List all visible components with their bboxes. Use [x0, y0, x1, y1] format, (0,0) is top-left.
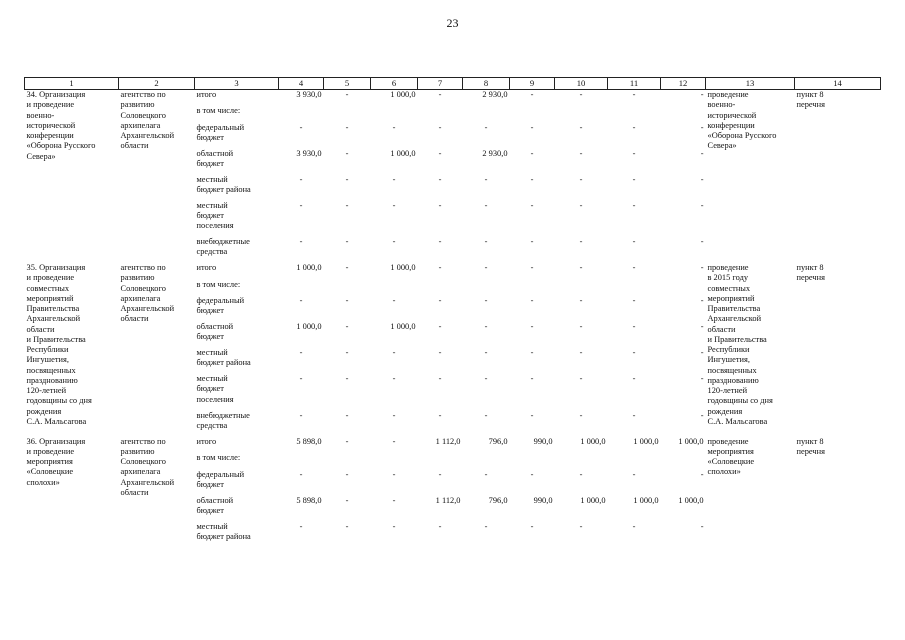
activity-cell: 35. Организация и проведение совместных мероприятий Правительства Архангельской области и Правительства Республики Ингушетия, посвященных празднованию 120-летней годовщины со дня рождения С.А. Мальсагова: [26, 263, 92, 426]
value-cell: -: [438, 469, 442, 479]
column-number-6: 6: [371, 78, 418, 90]
value-cell: [661, 280, 706, 297]
value-cell: -: [484, 322, 488, 331]
value-cell: -: [700, 148, 704, 158]
value-cell: -: [345, 521, 349, 531]
value-cell: -: [345, 410, 349, 420]
value-cell: 1 000,0: [633, 495, 659, 505]
value-cell: -: [579, 122, 583, 132]
value-cell: -: [392, 237, 396, 246]
value-cell: -: [392, 374, 396, 383]
value-cell: -: [579, 263, 583, 272]
result-cell: проведение в 2015 году совместных мероприятий Правительства Архангельской области и Правительства Республики Ингушетия, посвященных празднованию 120-летней годовщины со дня рождения С.А. Мальсагова: [707, 263, 773, 426]
funding-source-cell: местный бюджет поселения: [196, 200, 234, 230]
value-cell: -: [438, 263, 442, 272]
funding-source-cell: местный бюджет района: [196, 174, 251, 194]
value-cell: 5 898,0: [296, 495, 322, 505]
value-cell: -: [530, 174, 534, 184]
value-cell: -: [345, 263, 349, 272]
column-number-13: 13: [706, 78, 795, 90]
value-cell: -: [484, 122, 488, 132]
funding-source-cell: итого: [196, 90, 217, 99]
value-cell: [324, 453, 371, 470]
funding-source-cell: областной бюджет: [196, 495, 234, 515]
result-cell: проведение военно- исторической конференции «Оборона Русского Севера»: [707, 90, 777, 151]
value-cell: -: [299, 469, 303, 479]
value-cell: -: [438, 296, 442, 305]
value-cell: -: [438, 410, 442, 420]
value-cell: 1 000,0: [390, 263, 416, 272]
result-cell: проведение мероприятия «Соловецкие сполохи»: [707, 436, 755, 477]
value-cell: -: [579, 322, 583, 331]
value-cell: -: [438, 348, 442, 357]
value-cell: [510, 280, 555, 297]
value-cell: -: [530, 148, 534, 158]
value-cell: -: [632, 410, 636, 420]
value-cell: -: [484, 348, 488, 357]
value-cell: -: [579, 200, 583, 210]
value-cell: -: [530, 296, 534, 305]
funding-source-cell: в том числе:: [196, 279, 241, 289]
value-cell: [279, 280, 324, 297]
value-cell: 1 112,0: [435, 495, 461, 505]
funding-source-cell: итого: [196, 263, 217, 272]
value-cell: -: [484, 174, 488, 184]
value-cell: -: [700, 469, 704, 479]
value-cell: -: [299, 200, 303, 210]
value-cell: [418, 453, 463, 470]
value-cell: -: [632, 90, 636, 99]
value-cell: [661, 106, 706, 123]
value-cell: -: [579, 296, 583, 305]
value-cell: [371, 106, 418, 123]
value-cell: [608, 106, 661, 123]
value-cell: -: [700, 374, 704, 383]
value-cell: -: [299, 296, 303, 305]
value-cell: 1 000,0: [580, 436, 606, 446]
value-cell: [463, 453, 510, 470]
funding-source-cell: внебюджетные средства: [196, 237, 250, 257]
value-cell: -: [438, 374, 442, 383]
value-cell: 5 898,0: [296, 436, 322, 446]
value-cell: 796,0: [488, 495, 508, 505]
value-cell: -: [438, 90, 442, 99]
value-cell: -: [345, 469, 349, 479]
value-cell: -: [392, 410, 396, 420]
value-cell: 3 930,0: [296, 90, 322, 99]
funding-source-cell: областной бюджет: [196, 148, 234, 168]
value-cell: 1 000,0: [296, 322, 322, 331]
value-cell: -: [392, 436, 396, 446]
value-cell: -: [484, 521, 488, 531]
value-cell: [279, 106, 324, 123]
value-cell: [371, 453, 418, 470]
value-cell: -: [530, 90, 534, 99]
value-cell: -: [579, 237, 583, 246]
value-cell: -: [632, 174, 636, 184]
value-cell: -: [345, 296, 349, 305]
column-number-row: [25, 78, 881, 90]
value-cell: -: [530, 469, 534, 479]
value-cell: [371, 280, 418, 297]
value-cell: [418, 280, 463, 297]
funding-source-cell: федеральный бюджет: [196, 122, 245, 142]
column-number-4: 4: [279, 78, 324, 90]
value-cell: -: [530, 263, 534, 272]
value-cell: [418, 106, 463, 123]
value-cell: -: [579, 469, 583, 479]
activity-cell: 36. Организация и проведение мероприятия «Соловецкие сполохи»: [26, 436, 86, 487]
value-cell: [279, 453, 324, 470]
funding-source-cell: федеральный бюджет: [196, 296, 245, 316]
value-cell: -: [438, 174, 442, 184]
value-cell: 1 000,0: [580, 495, 606, 505]
value-cell: -: [392, 469, 396, 479]
value-cell: -: [345, 495, 349, 505]
column-number-11: 11: [608, 78, 661, 90]
value-cell: -: [530, 348, 534, 357]
value-cell: -: [392, 521, 396, 531]
value-cell: -: [438, 322, 442, 331]
value-cell: -: [530, 200, 534, 210]
value-cell: 1 000,0: [633, 436, 659, 446]
value-cell: -: [579, 521, 583, 531]
value-cell: -: [392, 348, 396, 357]
value-cell: -: [438, 200, 442, 210]
value-cell: -: [700, 521, 704, 531]
value-cell: -: [438, 237, 442, 246]
value-cell: [324, 106, 371, 123]
value-cell: [555, 106, 608, 123]
value-cell: -: [530, 410, 534, 420]
value-cell: [510, 106, 555, 123]
value-cell: -: [530, 122, 534, 132]
value-cell: -: [392, 495, 396, 505]
value-cell: [510, 453, 555, 470]
value-cell: -: [530, 521, 534, 531]
value-cell: -: [438, 122, 442, 132]
column-number-8: 8: [463, 78, 510, 90]
value-cell: -: [632, 469, 636, 479]
reference-cell: пункт 8 перечня: [796, 90, 825, 110]
funding-source-cell: федеральный бюджет: [196, 469, 245, 489]
value-cell: -: [345, 200, 349, 210]
funding-source-cell: местный бюджет района: [196, 521, 251, 541]
funding-source-cell: местный бюджет поселения: [196, 374, 234, 404]
value-cell: -: [299, 174, 303, 184]
column-number-9: 9: [510, 78, 555, 90]
value-cell: 1 000,0: [296, 263, 322, 272]
value-cell: -: [632, 374, 636, 383]
value-cell: -: [632, 348, 636, 357]
value-cell: -: [700, 200, 704, 210]
value-cell: -: [530, 374, 534, 383]
reference-cell: пункт 8 перечня: [796, 263, 825, 283]
value-cell: -: [438, 148, 442, 158]
executor-cell: агентство по развитию Соловецкого архипелага Архангельской области: [120, 263, 175, 324]
value-cell: -: [299, 348, 303, 357]
value-cell: -: [632, 521, 636, 531]
value-cell: 990,0: [533, 436, 553, 446]
funding-source-cell: итого: [196, 436, 217, 446]
column-number-7: 7: [418, 78, 463, 90]
value-cell: 3 930,0: [296, 148, 322, 158]
funding-source-cell: областной бюджет: [196, 322, 234, 342]
value-cell: [463, 280, 510, 297]
value-cell: -: [700, 237, 704, 246]
value-cell: [661, 453, 706, 470]
value-cell: [555, 453, 608, 470]
value-cell: [555, 280, 608, 297]
value-cell: 1 000,0: [390, 148, 416, 158]
column-number-1: 1: [25, 78, 119, 90]
column-number-2: 2: [119, 78, 195, 90]
value-cell: -: [484, 237, 488, 246]
funding-source-cell: в том числе:: [196, 453, 241, 462]
value-cell: -: [484, 469, 488, 479]
table-header: [25, 78, 881, 90]
table-row: [25, 263, 881, 280]
executor-cell: агентство по развитию Соловецкого архипелага Архангельской области: [120, 436, 175, 497]
value-cell: -: [345, 90, 349, 99]
value-cell: 990,0: [533, 495, 553, 505]
value-cell: -: [632, 237, 636, 246]
value-cell: 2 930,0: [482, 90, 508, 99]
value-cell: -: [700, 90, 704, 99]
funding-source-cell: внебюджетные средства: [196, 410, 250, 430]
value-cell: -: [632, 122, 636, 132]
value-cell: -: [484, 374, 488, 383]
budget-table: [24, 77, 881, 548]
executor-cell: агентство по развитию Соловецкого архипелага Архангельской области: [120, 90, 175, 151]
value-cell: -: [530, 237, 534, 246]
value-cell: -: [632, 148, 636, 158]
value-cell: -: [484, 200, 488, 210]
value-cell: 1 112,0: [435, 436, 461, 446]
value-cell: -: [345, 374, 349, 383]
value-cell: -: [700, 296, 704, 305]
table-body: [25, 90, 881, 548]
value-cell: -: [632, 200, 636, 210]
value-cell: 1 000,0: [390, 322, 416, 331]
value-cell: -: [632, 322, 636, 331]
value-cell: -: [438, 521, 442, 531]
value-cell: -: [700, 174, 704, 184]
table-row: [25, 437, 881, 454]
value-cell: 796,0: [488, 436, 508, 446]
value-cell: -: [484, 410, 488, 420]
value-cell: -: [700, 122, 704, 132]
value-cell: -: [392, 200, 396, 210]
page-number: 23: [446, 16, 459, 30]
value-cell: [608, 280, 661, 297]
value-cell: -: [345, 148, 349, 158]
value-cell: [324, 280, 371, 297]
value-cell: -: [345, 348, 349, 357]
value-cell: -: [299, 374, 303, 383]
funding-source-cell: местный бюджет района: [196, 348, 251, 368]
table-row: [25, 90, 881, 107]
value-cell: -: [299, 410, 303, 420]
value-cell: -: [299, 122, 303, 132]
value-cell: -: [299, 521, 303, 531]
value-cell: -: [579, 90, 583, 99]
value-cell: -: [632, 296, 636, 305]
column-number-12: 12: [661, 78, 706, 90]
value-cell: -: [579, 374, 583, 383]
value-cell: -: [579, 148, 583, 158]
value-cell: -: [579, 410, 583, 420]
value-cell: -: [700, 322, 704, 331]
value-cell: -: [579, 174, 583, 184]
value-cell: -: [392, 174, 396, 184]
value-cell: -: [700, 263, 704, 272]
column-number-5: 5: [324, 78, 371, 90]
value-cell: -: [299, 237, 303, 246]
activity-cell: 34. Организация и проведение военно- исторической конференции «Оборона Русского Севера»: [26, 90, 96, 161]
value-cell: -: [392, 122, 396, 132]
value-cell: -: [345, 237, 349, 246]
value-cell: -: [579, 348, 583, 357]
column-number-3: 3: [195, 78, 279, 90]
column-number-14: 14: [795, 78, 881, 90]
value-cell: -: [700, 410, 704, 420]
value-cell: -: [484, 263, 488, 272]
value-cell: -: [700, 348, 704, 357]
funding-source-cell: в том числе:: [196, 106, 241, 115]
reference-cell: пункт 8 перечня: [796, 436, 825, 456]
value-cell: -: [392, 296, 396, 305]
value-cell: -: [345, 322, 349, 331]
value-cell: -: [632, 263, 636, 272]
value-cell: -: [345, 122, 349, 132]
value-cell: -: [345, 436, 349, 446]
value-cell: [463, 106, 510, 123]
value-cell: 1 000,0: [678, 436, 704, 446]
value-cell: [608, 453, 661, 470]
value-cell: -: [345, 174, 349, 184]
value-cell: -: [530, 322, 534, 331]
column-number-10: 10: [555, 78, 608, 90]
value-cell: 1 000,0: [678, 495, 704, 505]
value-cell: -: [484, 296, 488, 305]
value-cell: 1 000,0: [390, 90, 416, 99]
value-cell: 2 930,0: [482, 148, 508, 158]
